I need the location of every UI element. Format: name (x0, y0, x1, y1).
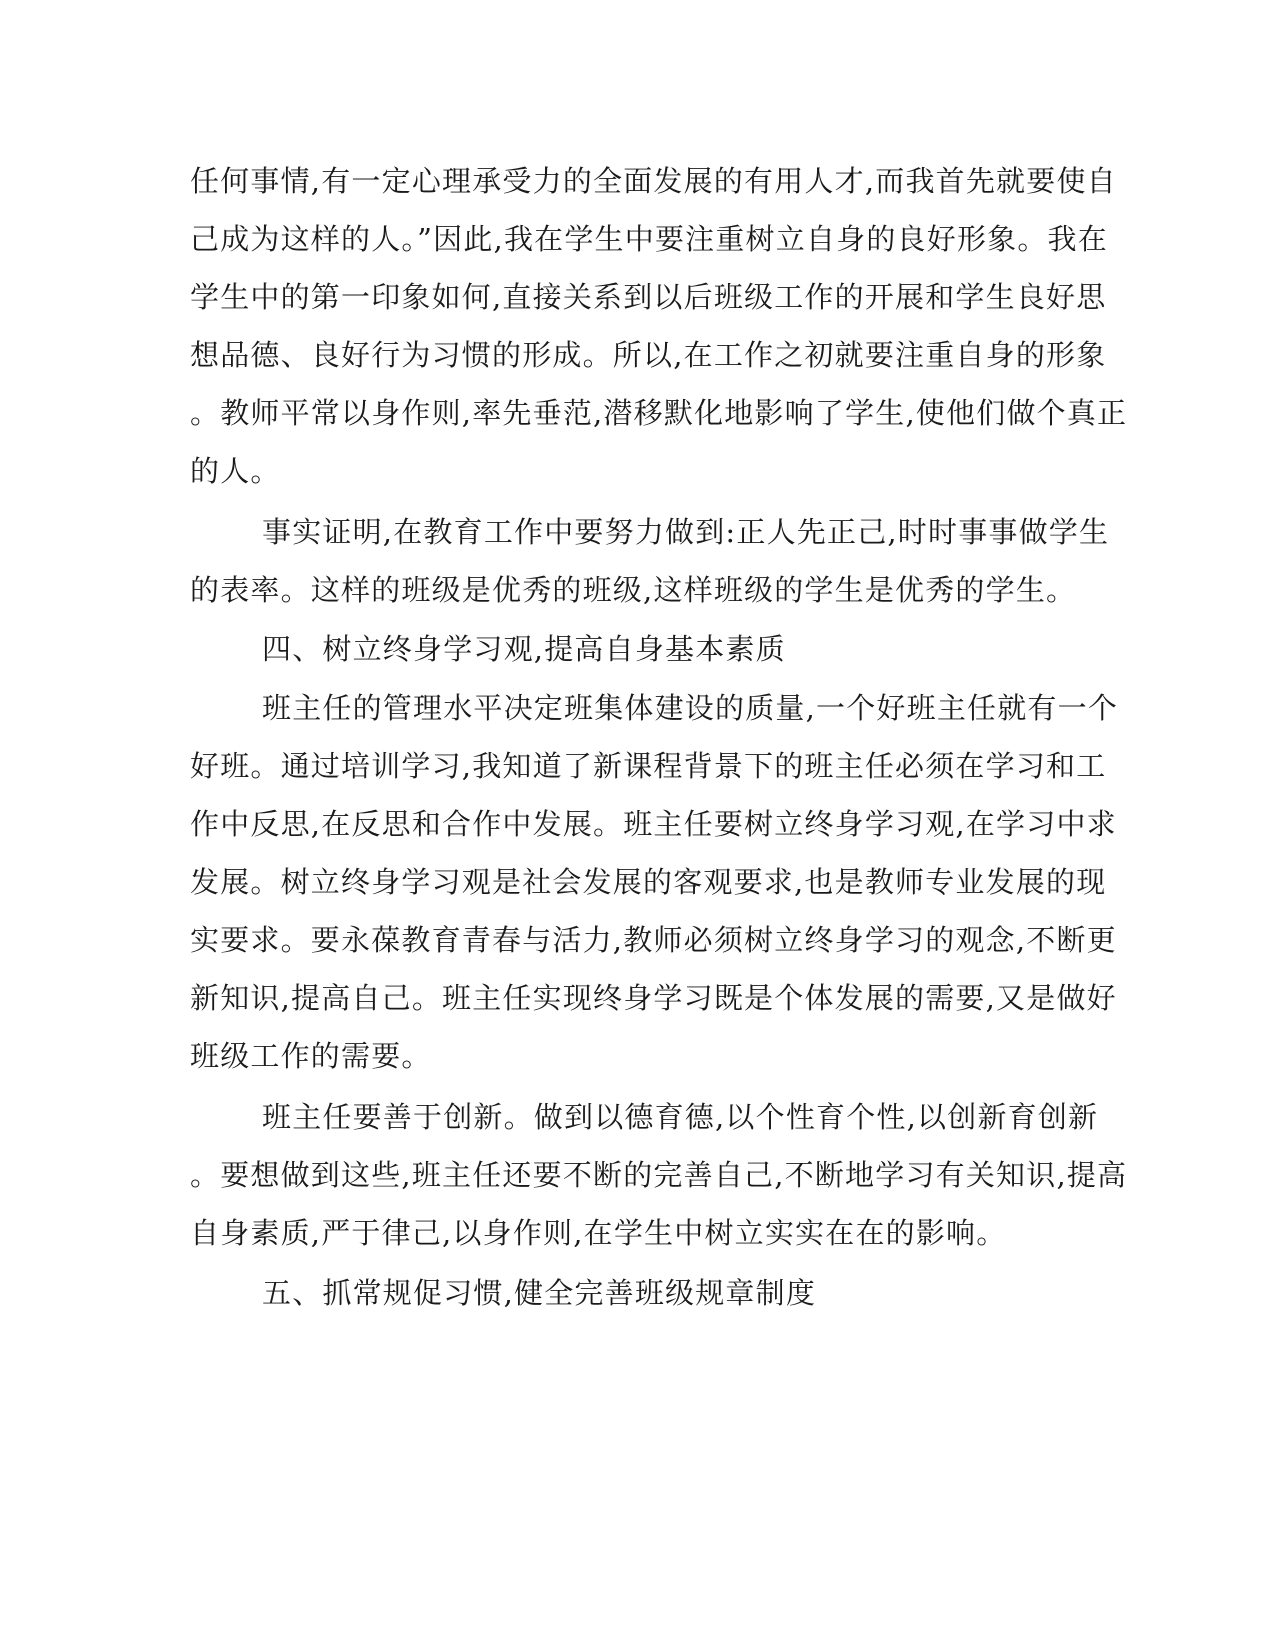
text-line: 。教师平常以身作则,率先垂范,潜移默化地影响了学生,使他们做个真正 (190, 396, 1128, 430)
text-line: 学生中的第一印象如何,直接关系到以后班级工作的开展和学生良好思 (190, 280, 1107, 314)
text-line: 的表率。这样的班级是优秀的班级,这样班级的学生是优秀的学生。 (190, 573, 1077, 607)
section-heading: 四、树立终身学习观,提高自身基本素质 (262, 632, 786, 666)
text-line: 。要想做到这些,班主任还要不断的完善自己,不断地学习有关知识,提高 (190, 1158, 1128, 1192)
text-line: 的人。 (190, 454, 281, 488)
text-line: 班主任要善于创新。做到以德育德,以个性育个性,以创新育创新 (262, 1100, 1099, 1134)
text-line: 任何事情,有一定心理承受力的全面发展的有用人才,而我首先就要使自 (190, 164, 1117, 198)
text-line: 实要求。要永葆教育青春与活力,教师必须树立终身学习的观念,不断更 (190, 923, 1117, 957)
section-heading: 五、抓常规促习惯,健全完善班级规章制度 (262, 1276, 817, 1310)
text-line: 自身素质,严于律己,以身作则,在学生中树立实实在在的影响。 (190, 1216, 1007, 1250)
text-line: 发展。树立终身学习观是社会发展的客观要求,也是教师专业发展的现 (190, 865, 1107, 899)
text-line: 己成为这样的人。”因此,我在学生中要注重树立自身的良好形象。我在 (190, 222, 1108, 256)
text-line: 作中反思,在反思和合作中发展。班主任要树立终身学习观,在学习中求 (190, 807, 1117, 841)
text-line: 好班。通过培训学习,我知道了新课程背景下的班主任必须在学习和工 (190, 749, 1107, 783)
text-line: 事实证明,在教育工作中要努力做到:正人先正己,时时事事做学生 (262, 515, 1110, 549)
text-line: 想品德、良好行为习惯的形成。所以,在工作之初就要注重自身的形象 (190, 338, 1107, 372)
text-line: 班主任的管理水平决定班集体建设的质量,一个好班主任就有一个 (262, 691, 1119, 725)
text-line: 班级工作的需要。 (190, 1039, 432, 1073)
text-line: 新知识,提高自己。班主任实现终身学习既是个体发展的需要,又是做好 (190, 981, 1117, 1015)
